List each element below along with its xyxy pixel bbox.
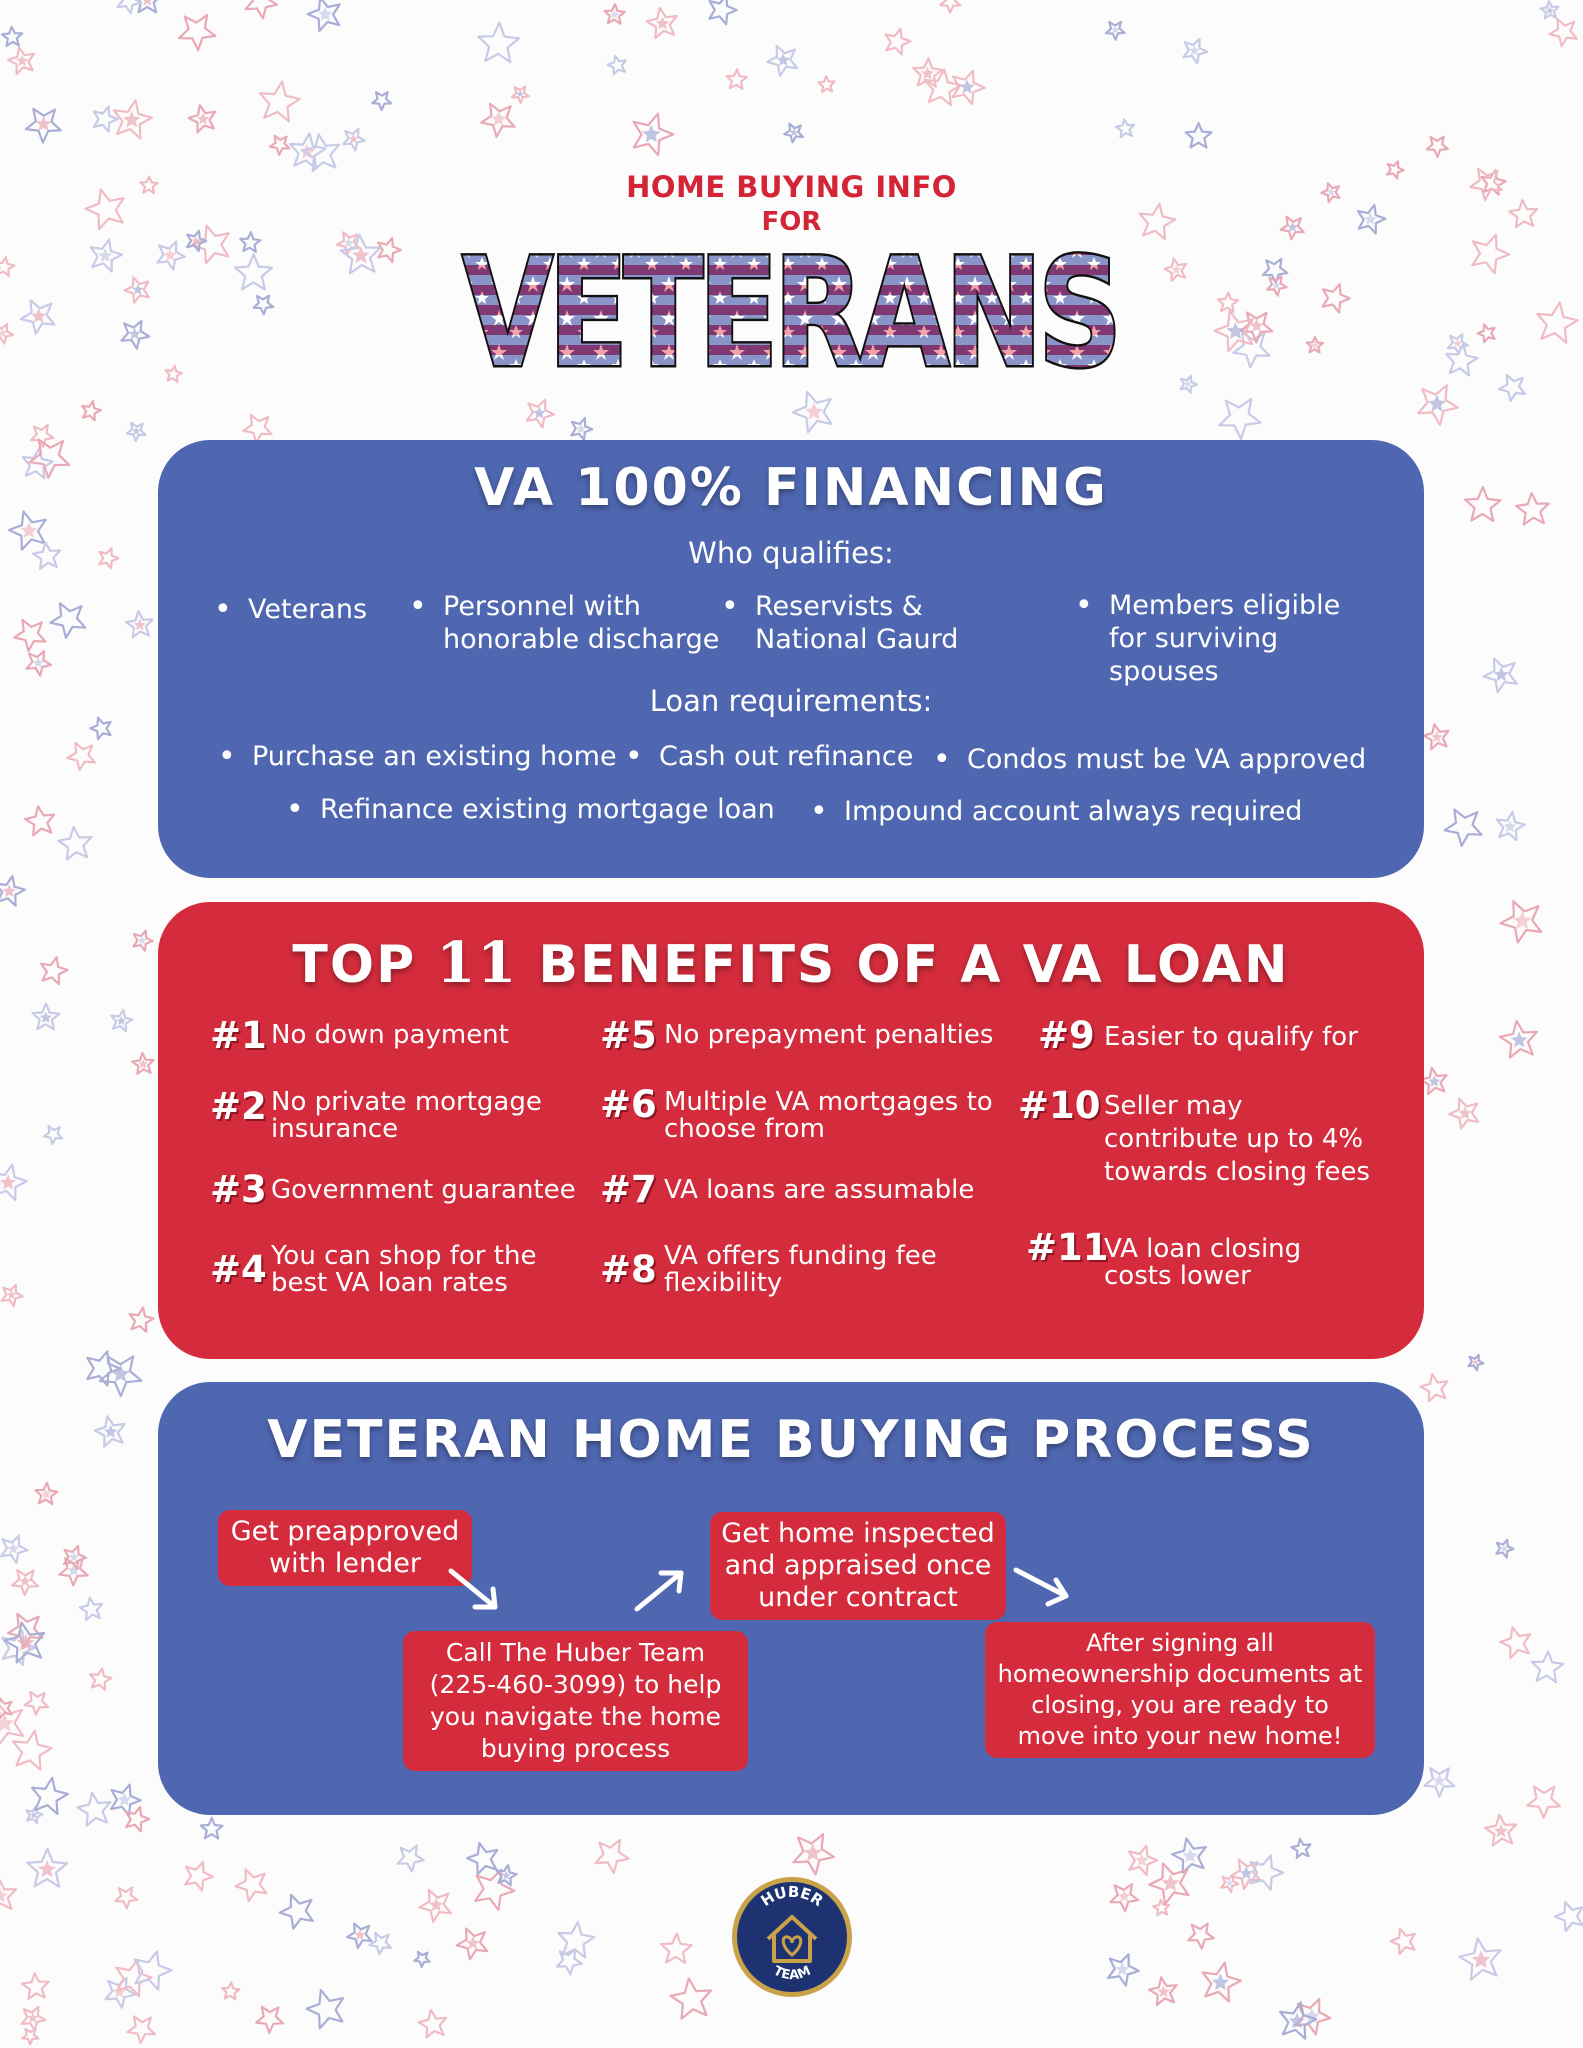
- background-star: [1421, 1374, 1448, 1401]
- process-step-4: After signing all homeownership documents at closing, you are ready to move into your new home!: [985, 1622, 1375, 1758]
- background-star: [414, 1952, 429, 1967]
- background-star: [2, 27, 22, 46]
- background-star: [254, 296, 274, 315]
- background-star: [1532, 1652, 1564, 1683]
- background-star: [82, 401, 101, 420]
- header-kicker: HOME BUYING INFO: [626, 170, 957, 204]
- background-star: [709, 0, 736, 24]
- benefit-1-number: #1: [210, 1014, 267, 1057]
- background-star: [818, 76, 834, 92]
- process-step-1: Get preapproved with lender: [218, 1510, 472, 1586]
- background-star: [1116, 119, 1134, 137]
- veterans-title-text: VETERANS: [462, 227, 1118, 380]
- background-star: [256, 2007, 283, 2033]
- who-qualifies-label: Who qualifies:: [688, 536, 894, 570]
- background-star-inner: [1433, 1774, 1446, 1787]
- background-star: [185, 1862, 213, 1891]
- background-star: [372, 92, 391, 110]
- benefit-6-text: Multiple VA mortgages to choose from: [664, 1087, 993, 1144]
- benefits-title: [158, 930, 1424, 996]
- background-star: [1391, 1929, 1415, 1954]
- background-star: [1218, 292, 1238, 312]
- loan-requirements-label: Loan requirements:: [649, 684, 933, 718]
- background-star: [22, 1973, 49, 1999]
- background-star: [68, 743, 95, 770]
- background-star: [44, 1126, 62, 1144]
- background-star: [236, 1869, 267, 1901]
- background-star: [130, 1308, 154, 1332]
- benefit-5-text: No prepayment penalties: [664, 1020, 994, 1050]
- background-star: [1472, 235, 1509, 273]
- benefit-1-text: No down payment: [271, 1020, 509, 1050]
- who-item-personnel: • Personnel with honorable discharge: [443, 590, 733, 656]
- background-star: [1445, 810, 1482, 846]
- background-star: [77, 1793, 110, 1826]
- background-star-inner: [36, 116, 52, 131]
- background-star-inner: [1161, 1874, 1179, 1892]
- benefit-4-number: #4: [210, 1248, 267, 1291]
- background-star-inner: [19, 1575, 31, 1586]
- arrow-right-icon: [1010, 1562, 1075, 1612]
- background-star: [886, 29, 911, 55]
- background-star: [0, 257, 14, 276]
- benefit-3-number: #3: [210, 1168, 267, 1211]
- background-star: [1550, 19, 1577, 46]
- background-star: [940, 0, 960, 13]
- benefit-4-text: You can shop for the best VA loan rates: [271, 1241, 537, 1298]
- background-star: [270, 136, 289, 155]
- background-star-inner: [117, 1793, 131, 1806]
- financing-title: VA 100% FINANCING: [474, 458, 1108, 518]
- background-star: [246, 0, 278, 18]
- background-star: [1537, 303, 1577, 343]
- background-star: [201, 1818, 223, 1839]
- background-star: [1186, 123, 1212, 148]
- background-star: [179, 15, 215, 50]
- benefit-8-number: #8: [600, 1248, 657, 1291]
- background-star: [1251, 1856, 1284, 1890]
- background-star: [1446, 345, 1477, 376]
- background-star-inner: [466, 1936, 480, 1949]
- arrow-up-right-icon: [631, 1565, 691, 1615]
- benefits-title-pre: TOP: [292, 935, 417, 995]
- background-star: [14, 620, 45, 651]
- background-star: [13, 1731, 52, 1770]
- benefits-title-number: 11: [436, 930, 519, 996]
- benefit-2-number: #2: [210, 1085, 267, 1128]
- process-step-3: Get home inspected and appraised once under contract: [710, 1512, 1006, 1620]
- background-star: [116, 1887, 138, 1908]
- process-panel: [158, 1382, 1424, 1815]
- background-star-inner: [642, 125, 661, 143]
- benefit-7-text: VA loans are assumable: [664, 1175, 975, 1205]
- benefit-9-text: Easier to qualify for: [1104, 1022, 1358, 1052]
- benefit-10-number: #10: [1018, 1084, 1101, 1127]
- financing-panel: [158, 440, 1424, 878]
- background-star: [99, 548, 118, 568]
- background-star: [467, 1843, 497, 1874]
- background-star: [280, 1895, 313, 1929]
- background-star-inner: [33, 657, 44, 668]
- benefits-title-post: BENEFITS OF A VA LOAN: [538, 935, 1290, 995]
- background-star: [1516, 493, 1548, 525]
- background-star: [398, 1846, 424, 1872]
- background-star: [1219, 399, 1260, 439]
- benefit-7-number: #7: [600, 1168, 657, 1211]
- background-star-inner: [1513, 911, 1532, 929]
- background-star: [1427, 137, 1448, 157]
- background-star: [33, 542, 60, 569]
- background-star-inner: [804, 1843, 822, 1861]
- background-star: [166, 366, 182, 382]
- background-star: [128, 2016, 155, 2043]
- background-star: [32, 1778, 68, 1814]
- background-star: [118, 0, 141, 13]
- background-star: [22, 2029, 38, 2044]
- background-star: [478, 23, 519, 62]
- background-star: [50, 603, 85, 638]
- background-star: [41, 957, 68, 984]
- benefit-10-text: Seller may contribute up to 4% towards closing fees: [1104, 1091, 1370, 1187]
- background-star: [235, 254, 272, 289]
- background-star: [1527, 1787, 1560, 1818]
- loan-item-refinance: • Refinance existing mortgage loan: [320, 793, 780, 826]
- arrow-down-right-icon: [445, 1565, 505, 1615]
- background-star: [378, 238, 401, 262]
- background-star-inner: [141, 0, 154, 6]
- background-star: [90, 718, 110, 739]
- background-star-inner: [429, 1898, 444, 1912]
- background-star: [90, 1668, 111, 1690]
- benefit-2-text: No private mortgage insurance: [271, 1087, 542, 1144]
- background-star: [260, 82, 300, 122]
- background-star: [1263, 259, 1287, 283]
- background-star-inner: [31, 308, 46, 323]
- background-star: [25, 1692, 48, 1715]
- benefit-11-text: VA loan closing costs lower: [1104, 1234, 1302, 1291]
- huber-team-logo: [730, 1875, 854, 1999]
- who-item-members: • Members eligible for surviving spouses: [1109, 589, 1369, 688]
- background-star: [243, 415, 271, 443]
- background-star: [596, 1840, 629, 1873]
- benefit-9-number: #9: [1038, 1014, 1095, 1057]
- background-star: [222, 1983, 239, 2000]
- background-star-inner: [1428, 395, 1446, 412]
- background-star: [608, 56, 626, 75]
- background-star: [58, 827, 91, 860]
- background-star: [419, 2010, 447, 2038]
- background-star: [671, 1978, 712, 2018]
- background-star-inner: [1118, 1890, 1131, 1902]
- header-for: FOR: [761, 207, 822, 237]
- background-star: [25, 806, 54, 835]
- loan-item-impound: • Impound account always required: [844, 795, 1304, 828]
- background-star: [370, 1933, 391, 1954]
- loan-item-cashout: • Cash out refinance: [659, 740, 959, 773]
- who-item-veterans: • Veterans: [248, 593, 448, 626]
- background-star: [727, 69, 747, 89]
- background-star: [80, 1598, 102, 1620]
- background-star-inner: [960, 79, 975, 93]
- background-star: [31, 425, 53, 447]
- process-step-2: Call The Huber Team (225-460-3099) to help you navigate the home buying process: [403, 1631, 748, 1771]
- background-star-inner: [1115, 1962, 1129, 1976]
- benefit-11-number: #11: [1026, 1226, 1109, 1269]
- background-star: [661, 1934, 692, 1964]
- background-star: [1323, 284, 1350, 312]
- background-star: [1555, 1902, 1583, 1931]
- logo-bottom-text: TEAM: [770, 1963, 814, 1984]
- benefit-5-number: #5: [600, 1014, 657, 1057]
- background-star: [1478, 325, 1495, 343]
- background-star-inner: [1494, 667, 1509, 682]
- benefit-6-number: #6: [600, 1083, 657, 1126]
- background-star-inner: [128, 327, 141, 339]
- loan-item-condos: • Condos must be VA approved: [967, 743, 1397, 776]
- benefit-8-text: VA offers funding fee flexibility: [664, 1241, 937, 1298]
- benefits-panel: [158, 902, 1424, 1359]
- background-star: [1499, 375, 1525, 401]
- who-item-reservists: • Reservists & National Gaurd: [755, 590, 1035, 656]
- background-star: [1500, 1627, 1530, 1658]
- background-star-inner: [491, 111, 506, 125]
- loan-item-purchase: • Purchase an existing home: [252, 740, 652, 773]
- process-title: VETERAN HOME BUYING PROCESS: [267, 1410, 1315, 1470]
- background-star: [307, 1990, 344, 2028]
- background-star: [1292, 1839, 1311, 1858]
- background-star: [1465, 487, 1500, 521]
- background-star-inner: [805, 402, 823, 419]
- veterans-title-overlay: VETERANS: [462, 227, 1118, 380]
- logo-top-text: HUBER: [757, 1882, 827, 1911]
- background-star-inner: [1240, 1866, 1253, 1879]
- background-star: [1188, 1924, 1214, 1949]
- benefit-3-text: Government guarantee: [271, 1175, 576, 1205]
- background-star: [558, 1922, 594, 1958]
